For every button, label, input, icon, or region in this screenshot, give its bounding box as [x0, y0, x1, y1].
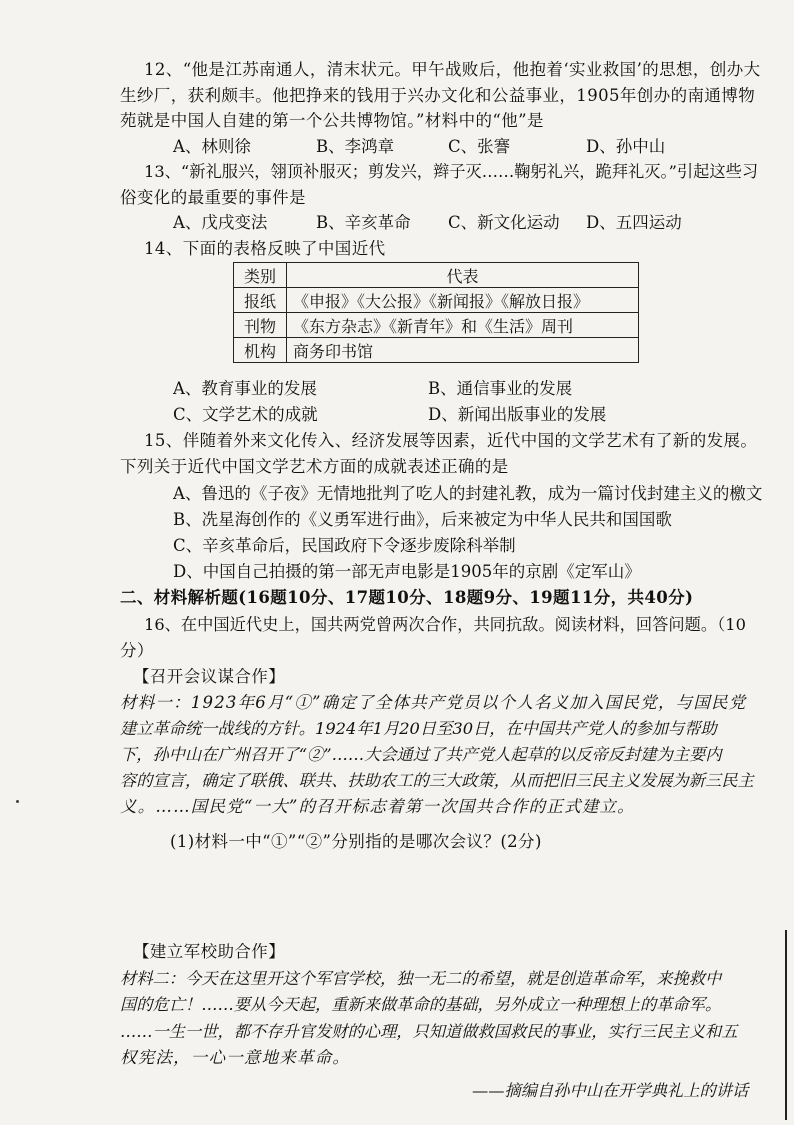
table-cell: 《申报》《大公报》《新闻报》《解放日报》	[287, 288, 639, 313]
material-1-line1: 材料一：1923年6月“①”确定了全体共产党员以个人名义加入国民党，与国民党	[120, 693, 747, 712]
q12-option-d: D、孙中山	[586, 137, 666, 156]
q14-option-b: B、通信事业的发展	[428, 379, 573, 398]
scan-speck	[16, 800, 19, 803]
q15-line2: 下列关于近代中国文学艺术方面的成就表述正确的是	[120, 457, 509, 476]
q12-line1: 12、“他是江苏南通人，清末状元。甲午战败后，他抱着‘实业救国’的思想，创办大	[144, 60, 761, 79]
table-cell: 机构	[234, 338, 287, 363]
q14-stem: 14、下面的表格反映了中国近代	[144, 239, 386, 258]
q14-table	[233, 262, 639, 363]
q15-line1: 15、伴随着外来文化传入、经济发展等因素，近代中国的文学艺术有了新的发展。	[144, 431, 758, 450]
q16-line1: 16、在中国近代史上，国共两党曾两次合作，共同抗敌。阅读材料，回答问题。（10	[144, 615, 746, 634]
margin-line	[785, 930, 787, 1120]
q13-option-a: A、戊戌变法	[173, 213, 268, 232]
q15-option-d: D、中国自己拍摄的第一部无声电影是1905年的京剧《定军山》	[173, 562, 641, 581]
material-1-line2: 建立革命统一战线的方针。1924年1月20日至30日，在中国共产党人的参加与帮助	[120, 719, 717, 738]
q14-option-c: C、文学艺术的成就	[173, 405, 318, 424]
table-cell: 商务印书馆	[287, 338, 639, 363]
table-header-cell: 类别	[234, 263, 287, 288]
material-2-line1: 材料二：今天在这里开这个军官学校，独一无二的希望，就是创造革命军，来挽救中	[120, 969, 722, 988]
q13-line2: 俗变化的最重要的事件是	[120, 188, 306, 207]
q12-option-c: C、张謇	[448, 137, 511, 156]
q12-option-b: B、李鸿章	[316, 137, 395, 156]
q13-line1: 13、“新礼服兴，翎顶补服灭；剪发兴，辫子灭……鞠躬礼兴，跪拜礼灭。”引起这些习	[144, 162, 759, 181]
material-1-line4: 容的宣言，确定了联俄、联共、扶助农工的三大政策，从而把旧三民主义发展为新三民主	[120, 771, 754, 790]
q15-option-a: A、鲁迅的《子夜》无情地批判了吃人的封建礼教，成为一篇讨伐封建主义的檄文	[173, 484, 763, 503]
material-2-line3: ……一生一世，都不存升官发财的心理，只知道做救国救民的事业，实行三民主义和五	[120, 1022, 738, 1041]
q14-option-a: A、教育事业的发展	[173, 379, 317, 398]
table-header-row	[234, 263, 639, 288]
table-cell: 《东方杂志》《新青年》和《生活》周刊	[287, 313, 639, 338]
material-2-line4: 权宪法，一心一意地来革命。	[120, 1048, 351, 1067]
q16-subquestion-1: (1)材料一中“①”“②”分别指的是哪次会议？(2分)	[170, 832, 542, 851]
table-cell: 刊物	[234, 313, 287, 338]
q13-option-b: B、辛亥革命	[316, 213, 411, 232]
material-1-line5: 义。……国民党“一大”的召开标志着第一次国共合作的正式建立。	[120, 797, 635, 816]
table-header-cell: 代表	[287, 263, 639, 288]
q12-line2: 生纱厂，获利颇丰。他把挣来的钱用于兴办文化和公益事业，1905年创办的南通博物	[120, 86, 756, 105]
q15-option-b: B、冼星海创作的《义勇军进行曲》，后来被定为中华人民共和国国歌	[173, 510, 672, 529]
q12-option-a: A、林则徐	[173, 137, 251, 156]
table-row	[234, 313, 639, 338]
q13-option-d: D、五四运动	[586, 213, 682, 232]
material-1-line3: 下，孙中山在广州召开了“②”……大会通过了共产党人起草的以反帝反封建为主要内	[120, 745, 722, 764]
table-cell: 报纸	[234, 288, 287, 313]
material-2-line2: 国的危亡！……要从今天起，重新来做革命的基础，另外成立一种理想上的革命军。	[120, 995, 722, 1014]
table-row	[234, 338, 639, 363]
q15-option-c: C、辛亥革命后，民国政府下令逐步废除科举制	[173, 536, 516, 555]
table-row	[234, 288, 639, 313]
material-2-source: ——摘编自孙中山在开学典礼上的讲话	[472, 1081, 749, 1100]
q16-heading-2: 【建立军校助合作】	[133, 942, 286, 961]
q13-option-c: C、新文化运动	[448, 213, 560, 232]
q12-line3: 苑就是中国人自建的第一个公共博物馆。”材料中的“他”是	[120, 111, 544, 130]
q16-heading-1: 【召开会议谋合作】	[133, 667, 286, 686]
q16-line2: 分）	[120, 641, 154, 660]
q14-option-d: D、新闻出版事业的发展	[428, 405, 607, 424]
section2-title: 二、材料解析题(16题10分、17题10分、18题9分、19题11分，共40分)	[120, 588, 694, 607]
